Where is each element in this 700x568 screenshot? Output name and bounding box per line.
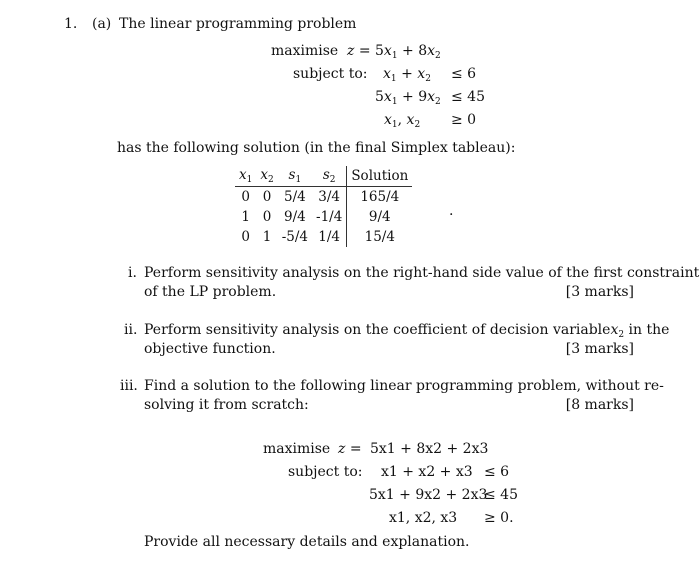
marks-badge: [8 marks] [565, 397, 634, 413]
tableau-header-row [235, 166, 412, 187]
solution-text: has the following solution (in the final Simplex tableau): [117, 140, 516, 156]
constraint-1-rel: ≤ 6 [451, 66, 477, 82]
constraint-2-rel: ≤ 45 [451, 89, 485, 105]
constraint-2-rel: ≤ 45 [484, 487, 518, 503]
table-cell: 0 [262, 209, 272, 225]
marks-badge: [3 marks] [565, 341, 634, 357]
header-s2: $s_2$ [312, 166, 347, 187]
table-cell: 1 [241, 209, 250, 225]
table-cell: 165/4 [360, 189, 400, 205]
table-cell: 0 [241, 189, 250, 205]
table-row [235, 227, 412, 247]
table-cell: 0 [241, 229, 250, 245]
part-label: (a) [92, 16, 112, 32]
header-solution: Solution [347, 166, 412, 187]
table-cell: 9/4 [284, 209, 306, 225]
table-cell: 15/4 [364, 229, 395, 245]
constraint-2: $5x_1 + 9x_2$ [375, 89, 441, 107]
marks-badge: [3 marks] [565, 284, 634, 300]
intro-text: The linear programming problem [119, 16, 357, 32]
header-x1: $x_1$ [235, 166, 256, 187]
constraint-1: $x_1 + x_2$ [383, 66, 431, 84]
table-cell: 9/4 [368, 209, 391, 225]
item-text-line2: solving it from scratch: [144, 397, 309, 413]
item-text-line1: Perform sensitivity analysis on the coefficient of decision variable $x_2$ in the [144, 322, 670, 340]
item-label: ii. [124, 322, 138, 338]
z-equals: z = [347, 43, 371, 59]
item-text-line2: objective function. [144, 341, 276, 357]
table-cell: -1/4 [312, 207, 347, 227]
header-s1: $s_1$ [278, 166, 312, 187]
subject-to-label: subject to: [293, 66, 368, 82]
item-label: iii. [120, 378, 138, 394]
table-cell: 1 [262, 229, 272, 245]
table-cell: 1/4 [312, 227, 347, 247]
z-equals: z = [338, 441, 362, 457]
objective-function: 5x1 + 8x2 + 2x3 [370, 441, 489, 457]
table-cell: -5/4 [281, 229, 309, 245]
simplex-tableau [235, 166, 412, 247]
maximise-label: maximise [263, 441, 331, 457]
item-text-line1: Find a solution to the following linear programming problem, without re- [144, 378, 664, 394]
tableau-trailing-period: . [449, 203, 454, 219]
header-x2: $x_2$ [256, 166, 277, 187]
nonneg-rel: ≥ 0. [484, 510, 514, 526]
table-cell: 3/4 [312, 187, 347, 208]
item-text-line2: of the LP problem. [144, 284, 277, 300]
table-cell: 5/4 [284, 189, 306, 205]
table-row [235, 207, 412, 227]
closing-instruction: Provide all necessary details and explanation. [144, 534, 470, 550]
constraint-1-rel: ≤ 6 [484, 464, 510, 480]
maximise-label: maximise [271, 43, 339, 59]
table-cell: 0 [262, 189, 272, 205]
nonneg-constraint: $x_1$, $x_2$ [384, 112, 421, 130]
question-number: 1. [64, 16, 78, 32]
item-label: i. [128, 265, 137, 281]
item-text-line1: Perform sensitivity analysis on the right-hand side value of the first constraint [144, 265, 700, 281]
nonneg-constraint: x1, x2, x3 [389, 510, 458, 526]
nonneg-rel: ≥ 0 [451, 112, 477, 128]
objective-function: $5x_1 + 8x_2$ [375, 43, 441, 61]
subject-to-label: subject to: [288, 464, 363, 480]
table-row [235, 187, 412, 208]
constraint-2: 5x1 + 9x2 + 2x3 [369, 487, 488, 503]
constraint-1: x1 + x2 + x3 [381, 464, 473, 480]
